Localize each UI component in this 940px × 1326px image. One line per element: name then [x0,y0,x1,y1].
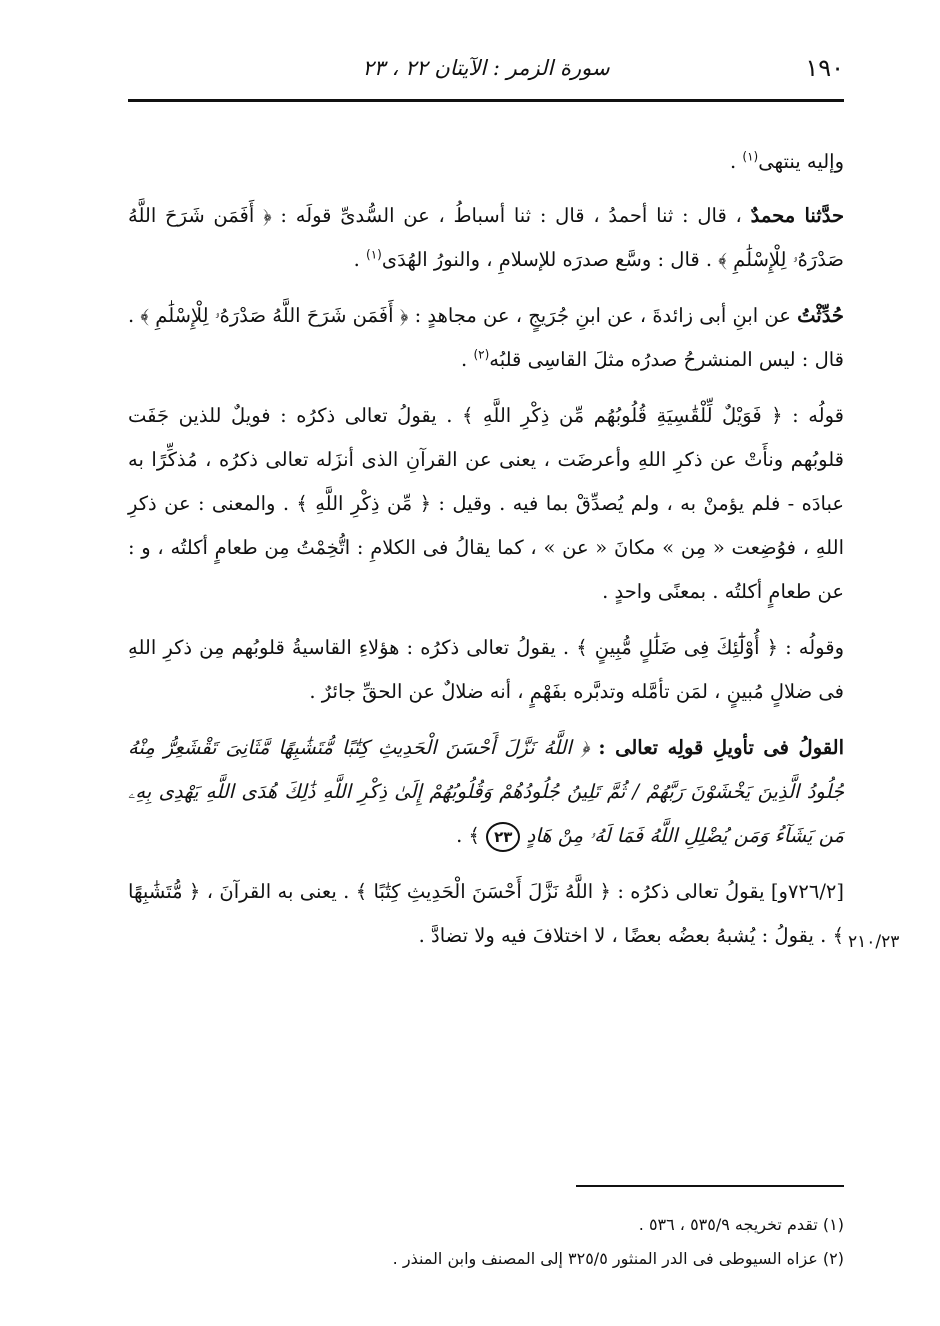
paragraph-text: وإليه ينتهى [758,150,844,173]
paragraph-end: . [461,348,474,371]
section-heading: القولُ فى تأويلِ قولِه تعالى : [598,736,844,759]
paragraph-end: . [353,248,367,271]
footnote-2: (٢) عزاه السيوطى فى الدر المنثور ٣٢٥/٥ إلى المصنف وابن المنذر . [392,1249,844,1268]
footnote-1: (١) تقدم تخريجه ٥٣٥/٩ ، ٥٣٦ . [638,1215,844,1234]
footnote-rule [576,1185,844,1187]
paragraph-text: عن ابنِ أبى زائدةَ ، عن ابنِ جُرَيجٍ ، عن مجاهدٍ : ﴿ أَفَمَن شَرَحَ اللَّهُ صَدْرَهُۥ لِلْإِسْلَٰمِ ﴾ . قال : ليس المنشرحُ صدرُه مثلَ القاسِى قلبُه [128,304,844,371]
paragraph-commentary-2: وقولُه : ﴿ أُوْلَٰٓئِكَ فِى ضَلَٰلٍ مُّبِينٍ ﴾ . يقولُ تعالى ذكرُه : هؤلاءِ القاسيةُ قلوبُهم مِن ذكرِ اللهِ فى ضلالٍ مُبينٍ ، لمَن تأمَّله وتدبَّره بفَهْمٍ ، أنه ضلالٌ عن الحقِّ جائرٌ . [128,636,844,703]
footnotes [128,1208,844,1276]
paragraph-commentary-1: قولُه : ﴿ فَوَيْلٌ لِّلْقَٰسِيَةِ قُلُوبُهُم مِّن ذِكْرِ اللَّهِ ﴾ . يقولُ تعالى ذكرُه : فويلٌ للذين جَفَت قلوبُهم ونأَتْ عن ذكرِ اللهِ وأعرضَت ، يعنى عن القرآنِ الذى أنزَله تعالى ذكرُه ، مُذكِّرًا به عبادَه - فلم يؤمنْ به ، ولم يُصدِّقْ بما فيه . وقيل : ﴿ مِّن ذِكْرِ اللَّهِ ﴾ . والمعنى : عن ذكرِ اللهِ ، فوُضِعت « مِن » مكانَ « عن » ، كما يقالُ فى الكلامِ : اتُّخِمْتُ مِن طعامٍ أكلتُه ، و : عن طعامٍ أكلتُه . بمعنًى واحدٍ . [128,404,845,603]
footnote-ref: (٢) [473,347,490,362]
page-header [128,52,844,92]
margin-volume-reference: ٢١٠/٢٣ [848,932,900,952]
paragraph-narration-1 [128,194,844,282]
paragraph-narration-2 [128,294,844,382]
paragraph-text: ، قال : ثنا أحمدُ ، قال : ثنا أسباطُ ، عن السُّدىِّ قولَه : ﴿ أَفَمَن شَرَحَ اللَّهُ صَدْرَهُۥ لِلْإِسْلَٰمِ ﴾ . قال : وسَّع صدرَه للإسلامِ ، والنورُ الهُدَى [128,204,844,271]
verse-end: ﴾ . [456,824,480,847]
narration-lead: حُدِّثْتُ [797,304,844,327]
page-number: ١٩٠ [805,54,844,82]
ayah-number-badge: ٢٣ [486,822,520,852]
quran-verse: ﴿ اللَّهُ نَزَّلَ أَحْسَنَ الْحَدِيثِ كِتَٰبًا مُّتَشَٰبِهًا مَّثَانِىَ تَقْشَعِرُّ مِنْهُ جُلُودُ الَّذِينَ يَخْشَوْنَ رَبَّهُمْ / ثُمَّ تَلِينُ جُلُودُهُمْ وَقُلُوبُهُمْ إِلَىٰ ذِكْرِ اللَّهِ ذَٰلِكَ هُدَى اللَّهِ يَهْدِى بِهِۦ مَن يَشَآءُ وَمَن يُضْلِلِ اللَّهُ فَمَا لَهُۥ مِنْ هَادٍ [128,736,844,847]
header-rule [128,99,844,102]
running-title: سورة الزمر : الآيتان ٢٢ ، ٢٣ [362,56,610,80]
paragraph-continuation [128,140,844,184]
narration-lead: حدَّثنا محمدٌ [750,204,845,227]
footnote-ref: (١) [366,247,382,262]
paragraph-end: . [730,150,743,173]
paragraph-commentary-3: [٧٢٦/٢و] يقولُ تعالى ذكرُه : ﴿ اللَّهُ نَزَّلَ أَحْسَنَ الْحَدِيثِ كِتَٰبًا ﴾ . يعنى به القرآنَ ، ﴿ مُّتَشَٰبِهًا ﴾ . يقولُ : يُشبهُ بعضُه بعضًا ، لا اختلافَ فيه ولا تضادَّ . [128,880,844,947]
main-text [128,140,844,970]
paragraph-verse-heading [128,726,844,858]
footnote-ref: (١) [742,149,759,164]
